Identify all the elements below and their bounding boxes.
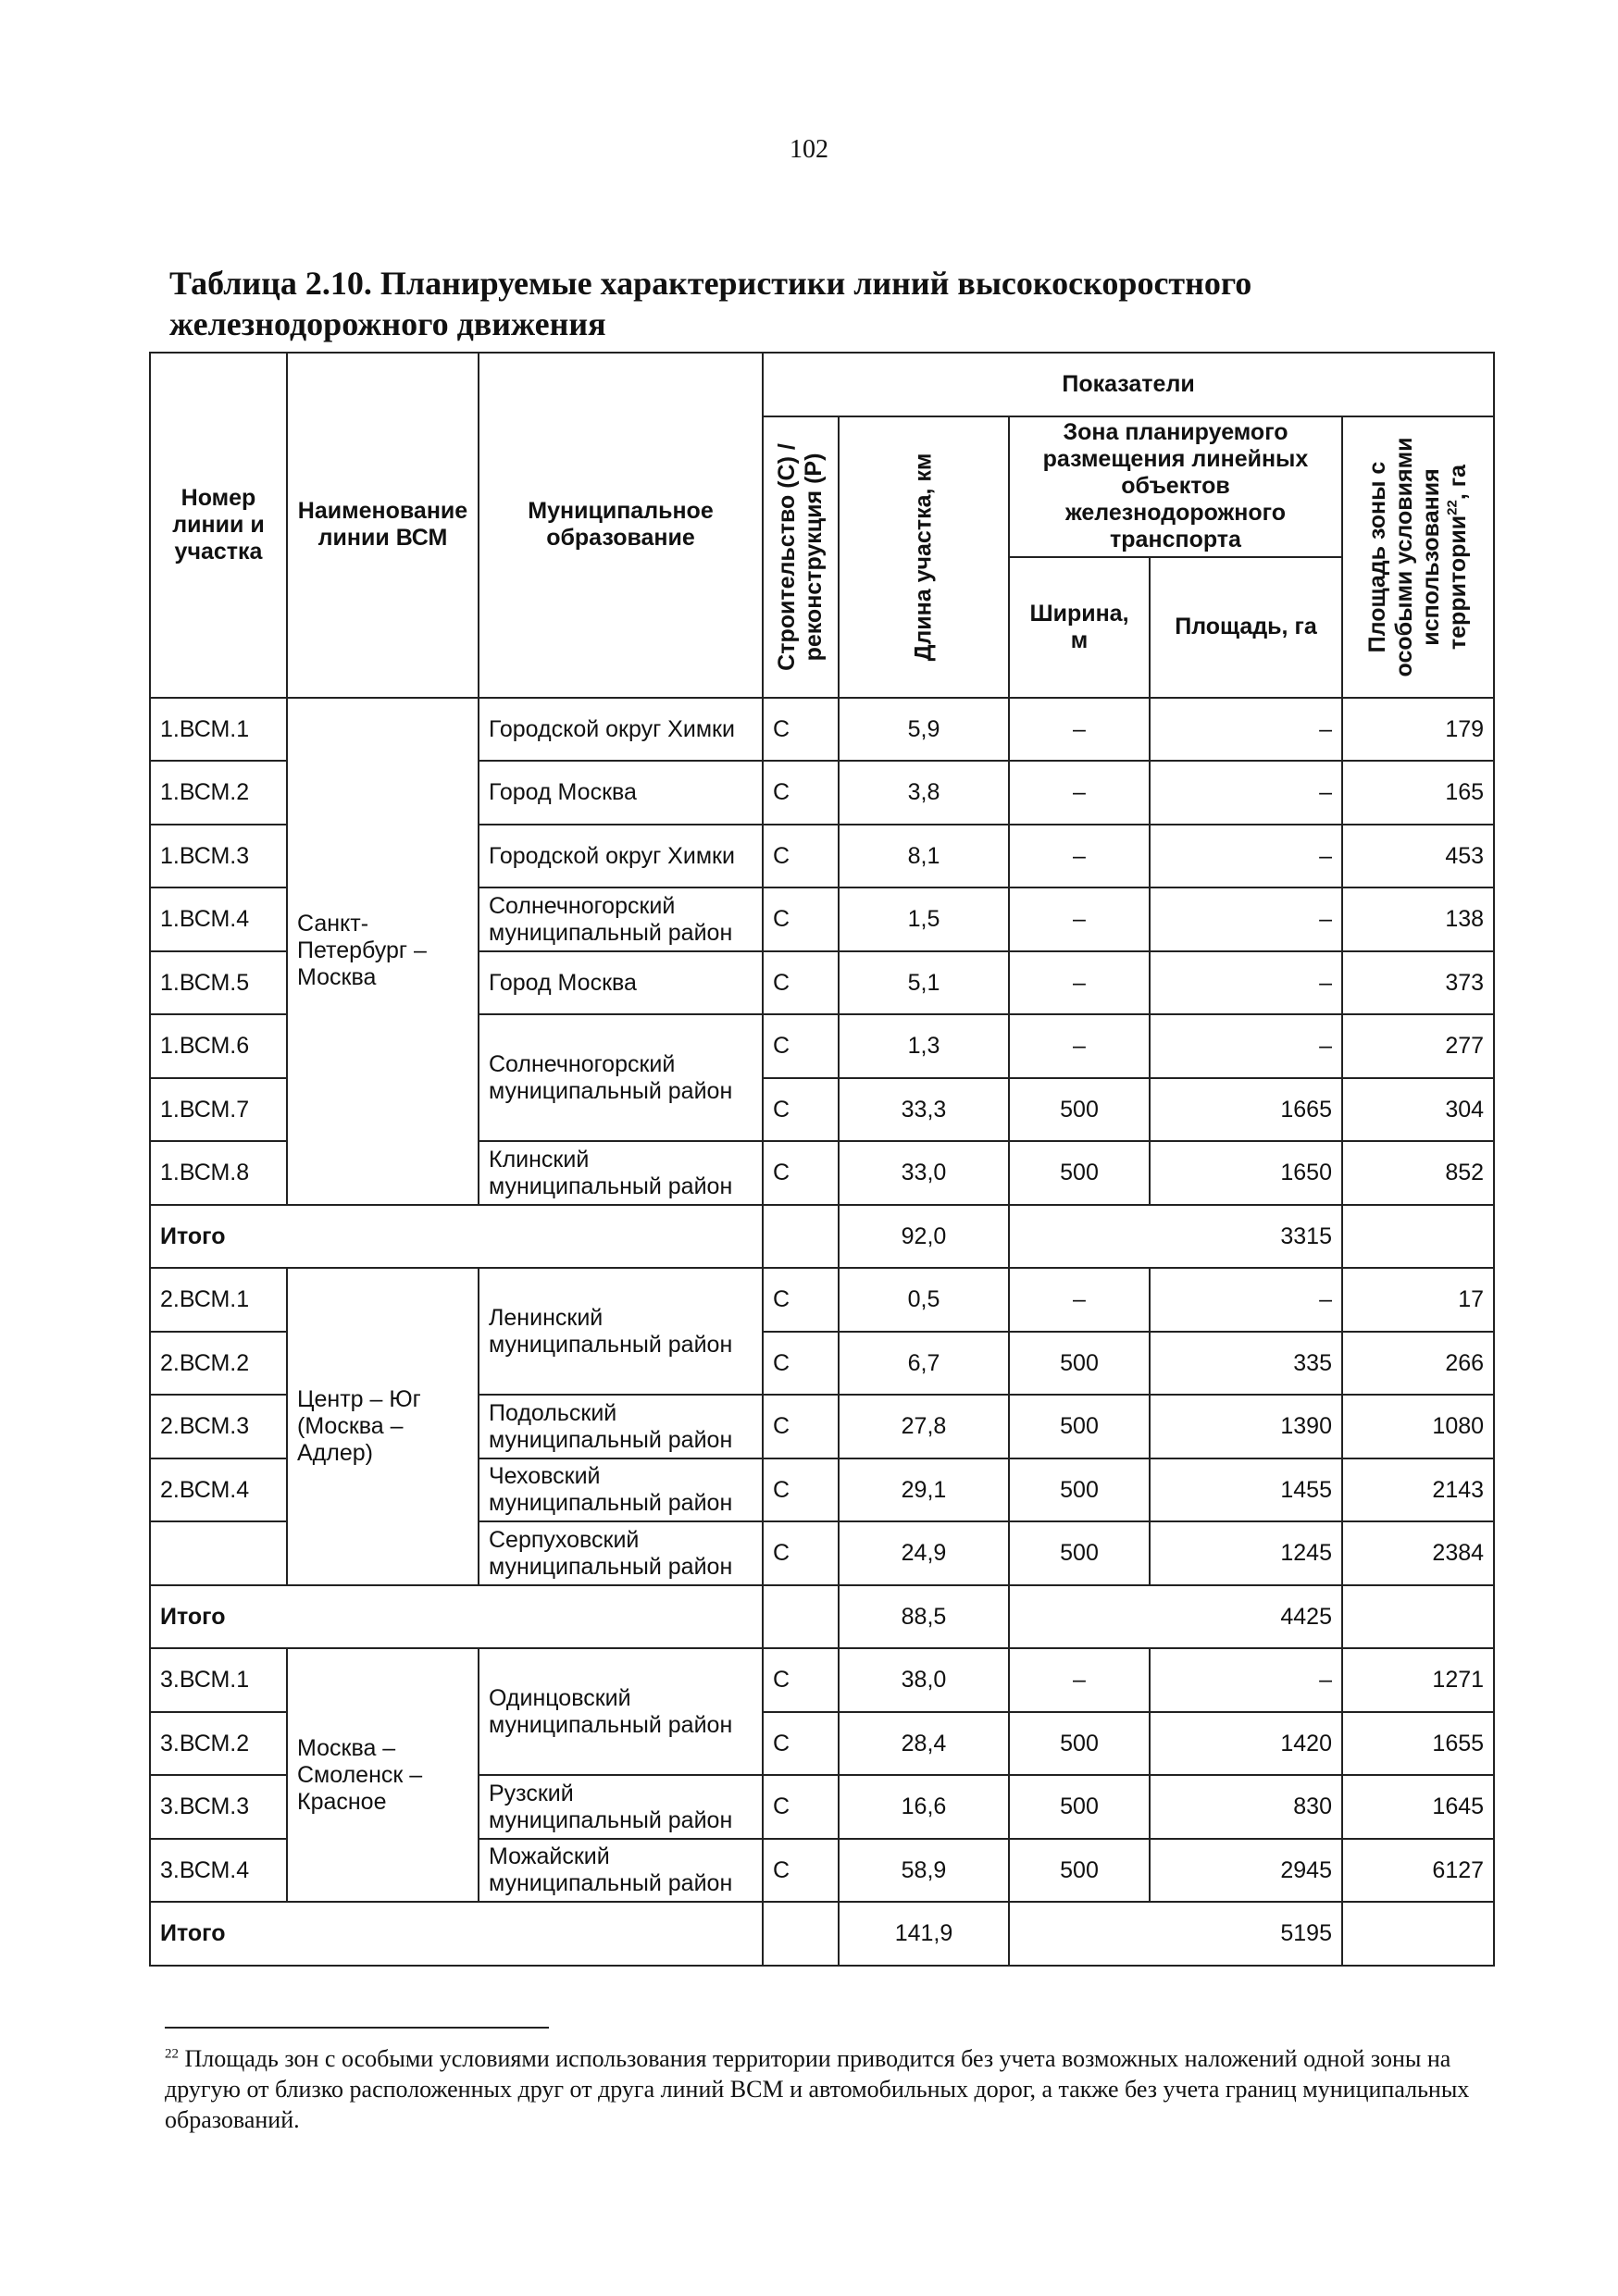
row-special: 277 [1342, 1014, 1494, 1078]
row-special: 2143 [1342, 1458, 1494, 1522]
row-id: 3.ВСМ.2 [150, 1712, 287, 1776]
row-id: 2.ВСМ.4 [150, 1458, 287, 1522]
row-width: 500 [1009, 1078, 1150, 1142]
row-width: 500 [1009, 1775, 1150, 1839]
total-area: 3315 [1009, 1205, 1342, 1269]
total-area: 4425 [1009, 1585, 1342, 1649]
row-area: 1390 [1150, 1395, 1342, 1458]
row-type: С [763, 1078, 839, 1142]
row-type: С [763, 1141, 839, 1205]
footnote-mark: 22 [165, 2046, 179, 2062]
row-area: – [1150, 951, 1342, 1015]
row-special: 138 [1342, 887, 1494, 951]
row-id [150, 1521, 287, 1585]
row-municipality: Город Москва [479, 951, 763, 1015]
header-municipality: Муниципальное образование [479, 353, 763, 698]
row-id: 1.ВСМ.2 [150, 761, 287, 825]
total-label: Итого [150, 1902, 763, 1966]
row-municipality: Чеховский муниципальный район [479, 1458, 763, 1522]
header-special-zone-unit: , га [1445, 464, 1472, 500]
row-length: 33,0 [839, 1141, 1009, 1205]
row-area: – [1150, 887, 1342, 951]
line-name-2: Центр – Юг (Москва – Адлер) [287, 1268, 479, 1585]
row-width: 500 [1009, 1712, 1150, 1776]
row-id: 1.ВСМ.5 [150, 951, 287, 1015]
row-area: – [1150, 1268, 1342, 1332]
row-width: – [1009, 825, 1150, 888]
row-width: 500 [1009, 1458, 1150, 1522]
row-length: 28,4 [839, 1712, 1009, 1776]
row-municipality: Серпуховский муниципальный район [479, 1521, 763, 1585]
row-width: – [1009, 951, 1150, 1015]
row-municipality: Городской округ Химки [479, 698, 763, 762]
header-line-number: Номер линии и участка [150, 353, 287, 698]
row-municipality: Ленинский муниципальный район [479, 1268, 763, 1395]
header-indicators: Показатели [763, 353, 1494, 416]
row-area: 1650 [1150, 1141, 1342, 1205]
row-id: 2.ВСМ.2 [150, 1332, 287, 1396]
row-type: С [763, 1648, 839, 1712]
row-width: 500 [1009, 1395, 1150, 1458]
row-length: 27,8 [839, 1395, 1009, 1458]
row-municipality: Рузский муниципальный район [479, 1775, 763, 1839]
row-length: 3,8 [839, 761, 1009, 825]
row-id: 3.ВСМ.1 [150, 1648, 287, 1712]
table-row [150, 1648, 1494, 1712]
header-area: Площадь, га [1150, 557, 1342, 698]
row-type: С [763, 1839, 839, 1903]
row-id: 1.ВСМ.4 [150, 887, 287, 951]
header-length-text: Длина участка, км [910, 453, 937, 662]
line-name-3: Москва – Смоленск – Красное [287, 1648, 479, 1902]
row-length: 5,9 [839, 698, 1009, 762]
row-special: 453 [1342, 825, 1494, 888]
row-id: 1.ВСМ.1 [150, 698, 287, 762]
total-empty [763, 1205, 839, 1269]
header-construction-type [763, 416, 839, 698]
row-special: 304 [1342, 1078, 1494, 1142]
row-type: С [763, 825, 839, 888]
row-type: С [763, 1014, 839, 1078]
row-area: 1420 [1150, 1712, 1342, 1776]
row-length: 29,1 [839, 1458, 1009, 1522]
characteristics-table [149, 352, 1495, 1967]
footnote-text: Площадь зон с особыми условиями использования территории приводится без учета возможных наложений одной зоны на другую от близко расположенных друг от друга линий ВСМ и автомобильных дорог, а также без учета границ муниципальных образований. [165, 2045, 1470, 2133]
row-special: 179 [1342, 698, 1494, 762]
row-id: 3.ВСМ.4 [150, 1839, 287, 1903]
row-length: 24,9 [839, 1521, 1009, 1585]
header-line-name: Наименование линии ВСМ [287, 353, 479, 698]
header-construction-type-text: Строительство (С) / реконструкция (Р) [774, 442, 827, 671]
row-area: 2945 [1150, 1839, 1342, 1903]
total-empty [763, 1585, 839, 1649]
row-special: 266 [1342, 1332, 1494, 1396]
row-municipality: Можайский муниципальный район [479, 1839, 763, 1903]
table-row [150, 1268, 1494, 1332]
row-municipality: Солнечногорский муниципальный район [479, 1014, 763, 1141]
total-label: Итого [150, 1205, 763, 1269]
row-id: 2.ВСМ.3 [150, 1395, 287, 1458]
header-special-zone-text [1364, 418, 1472, 696]
row-width: – [1009, 887, 1150, 951]
row-special: 2384 [1342, 1521, 1494, 1585]
row-municipality: Городской округ Химки [479, 825, 763, 888]
row-id: 2.ВСМ.1 [150, 1268, 287, 1332]
header-special-zone [1342, 416, 1494, 698]
row-width: 500 [1009, 1332, 1150, 1396]
total-empty [1342, 1585, 1494, 1649]
row-area: 1665 [1150, 1078, 1342, 1142]
row-municipality: Клинский муниципальный район [479, 1141, 763, 1205]
row-width: 500 [1009, 1839, 1150, 1903]
row-area: – [1150, 1014, 1342, 1078]
line-name-1: Санкт-Петербург – Москва [287, 698, 479, 1205]
header-length [839, 416, 1009, 698]
total-empty [763, 1902, 839, 1966]
header-zone: Зона планируемого размещения линейных объектов железнодорожного транспорта [1009, 416, 1342, 558]
row-type: С [763, 1268, 839, 1332]
row-length: 0,5 [839, 1268, 1009, 1332]
row-length: 33,3 [839, 1078, 1009, 1142]
row-area: – [1150, 1648, 1342, 1712]
row-id: 3.ВСМ.3 [150, 1775, 287, 1839]
page-number: 102 [790, 135, 828, 164]
row-special: 6127 [1342, 1839, 1494, 1903]
row-area: – [1150, 761, 1342, 825]
row-special: 1080 [1342, 1395, 1494, 1458]
row-municipality: Солнечногорский муниципальный район [479, 887, 763, 951]
row-area: 1245 [1150, 1521, 1342, 1585]
row-type: С [763, 1521, 839, 1585]
row-length: 5,1 [839, 951, 1009, 1015]
row-area: – [1150, 825, 1342, 888]
total-row [150, 1205, 1494, 1269]
row-special: 1271 [1342, 1648, 1494, 1712]
header-width: Ширина, м [1009, 557, 1150, 698]
row-type: С [763, 1332, 839, 1396]
footnote-ref-22: 22 [1444, 499, 1461, 515]
row-type: С [763, 1712, 839, 1776]
row-width: 500 [1009, 1141, 1150, 1205]
total-length: 141,9 [839, 1902, 1009, 1966]
row-width: – [1009, 761, 1150, 825]
row-type: С [763, 951, 839, 1015]
row-type: С [763, 887, 839, 951]
row-width: 500 [1009, 1521, 1150, 1585]
row-id: 1.ВСМ.8 [150, 1141, 287, 1205]
row-special: 165 [1342, 761, 1494, 825]
row-length: 16,6 [839, 1775, 1009, 1839]
row-type: С [763, 698, 839, 762]
row-special: 373 [1342, 951, 1494, 1015]
row-length: 1,3 [839, 1014, 1009, 1078]
table-caption: Таблица 2.10. Планируемые характеристики линий высокоскоростного железнодорожного движения [169, 265, 1252, 342]
row-width: – [1009, 698, 1150, 762]
total-empty [1342, 1902, 1494, 1966]
footnote-divider [165, 2027, 549, 2029]
footnote [165, 2043, 1488, 2135]
row-id: 1.ВСМ.3 [150, 825, 287, 888]
row-type: С [763, 1395, 839, 1458]
row-special: 852 [1342, 1141, 1494, 1205]
row-length: 6,7 [839, 1332, 1009, 1396]
row-id: 1.ВСМ.6 [150, 1014, 287, 1078]
total-area: 5195 [1009, 1902, 1342, 1966]
row-length: 38,0 [839, 1648, 1009, 1712]
row-width: – [1009, 1268, 1150, 1332]
row-municipality: Одинцовский муниципальный район [479, 1648, 763, 1775]
row-area: 1455 [1150, 1458, 1342, 1522]
row-length: 8,1 [839, 825, 1009, 888]
total-label: Итого [150, 1585, 763, 1649]
row-area: 335 [1150, 1332, 1342, 1396]
row-type: С [763, 761, 839, 825]
total-row [150, 1902, 1494, 1966]
row-length: 58,9 [839, 1839, 1009, 1903]
row-municipality: Подольский муниципальный район [479, 1395, 763, 1458]
total-length: 88,5 [839, 1585, 1009, 1649]
row-area: 830 [1150, 1775, 1342, 1839]
total-row [150, 1585, 1494, 1649]
table-row [150, 698, 1494, 762]
total-empty [1342, 1205, 1494, 1269]
row-width: – [1009, 1014, 1150, 1078]
row-id: 1.ВСМ.7 [150, 1078, 287, 1142]
header-special-zone-label: Площадь зоны с особыми условиями использования территории [1364, 437, 1472, 677]
row-length: 1,5 [839, 887, 1009, 951]
total-length: 92,0 [839, 1205, 1009, 1269]
row-municipality: Город Москва [479, 761, 763, 825]
row-type: С [763, 1775, 839, 1839]
row-special: 1655 [1342, 1712, 1494, 1776]
row-type: С [763, 1458, 839, 1522]
row-width: – [1009, 1648, 1150, 1712]
row-special: 17 [1342, 1268, 1494, 1332]
row-area: – [1150, 698, 1342, 762]
row-special: 1645 [1342, 1775, 1494, 1839]
